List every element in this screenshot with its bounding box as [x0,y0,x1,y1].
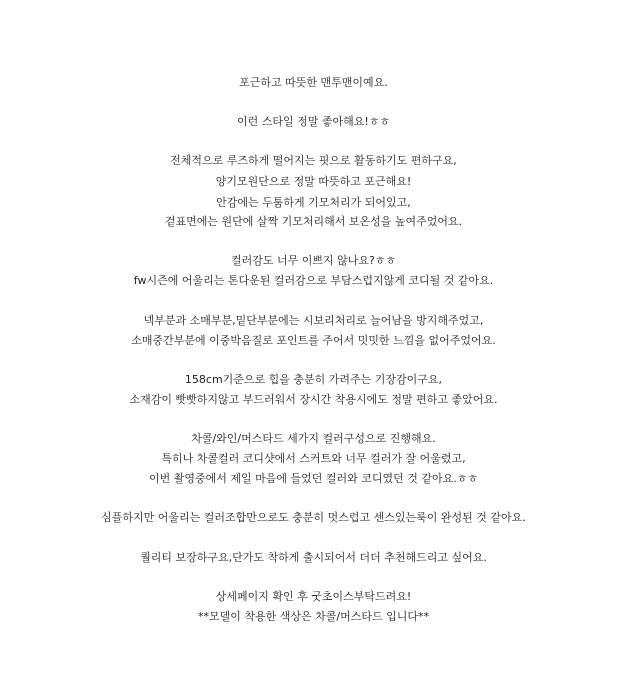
description-line: 심플하지만 어울리는 컬러조합만으로도 충분히 멋스럽고 센스있는룩이 완성된 것 같아요. [101,511,526,524]
description-line: 양기모원단으로 정말 따뜻하고 포근해요! [215,175,412,188]
description-line: 소재감이 빳빳하지않고 부드러워서 장시간 착용시에도 정말 편하고 좋았어요. [129,393,498,406]
description-line: 전체적으로 루즈하게 떨어지는 핏으로 활동하기도 편하구요, [170,154,457,167]
description-line: 이런 스타일 정말 좋아해요!ㅎㅎ [236,115,391,128]
description-line: 소매중간부분에 이중박음질로 포인트를 주어서 밋밋한 느낌을 없어주었어요. [131,334,496,347]
description-line: 차콜/와인/머스타드 세가지 컬러구성으로 진행해요. [191,432,436,445]
description-line: 상세페이지 확인 후 굿초이스부탁드려요! [215,590,412,603]
description-line: **모델이 착용한 색상은 차콜/머스타드 입니다** [198,610,429,623]
description-line: 컬러감도 너무 이쁘지 않나요?ㅎㅎ [230,254,397,267]
description-line: 158cm기준으로 힙을 충분히 가려주는 기장감이구요, [184,373,443,386]
description-line: 넥부분과 소매부분,밑단부분에는 시보리처리로 늘어남을 방지해주었고, [143,314,484,327]
description-line: 이번 촬영중에서 제일 마음에 들었던 컬러와 코디였던 것 같아요.ㅎㅎ [149,472,478,485]
description-line: fw시즌에 어울리는 톤다운된 컬러감으로 부담스럽지않게 코디될 것 같아요. [133,274,494,287]
description-line: 특히나 차콜컬러 코디샷에서 스커트와 너무 컬러가 잘 어울렸고, [161,452,466,465]
description-line: 겉표면에는 원단에 살짝 기모처리해서 보온성을 높여주었어요. [164,215,463,228]
description-line: 안감에는 두툼하게 기모처리가 되어있고, [216,196,411,209]
description-line: 퀄리티 보장하구요,단가도 착하게 출시되어서 더더 추천해드리고 싶어요. [140,551,487,564]
description-line: 포근하고 따뜻한 맨투맨이예요. [239,76,388,89]
